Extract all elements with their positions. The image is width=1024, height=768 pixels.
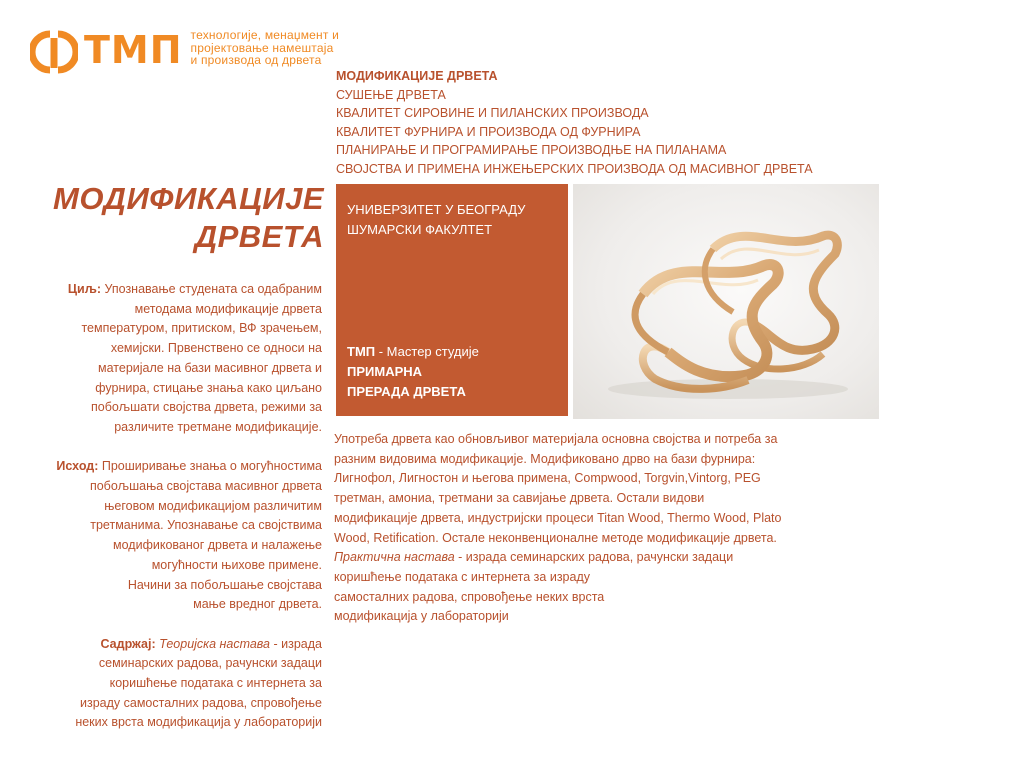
program-processing-text: ПРЕРАДА ДРВЕТА [347, 384, 466, 399]
program-block [347, 342, 479, 402]
goal-section [30, 280, 322, 438]
logo-tagline [191, 29, 339, 67]
content-line: неких врста модификација у лабораторији [75, 715, 322, 730]
outcome-line [30, 457, 322, 477]
logo-tagline-line: пројектовање намештаја [190, 40, 334, 55]
course-info [30, 280, 322, 753]
page-title-line: МОДИФИКАЦИЈЕ [53, 181, 324, 216]
goal-line: побољшати својства дрвета, режими за [90, 400, 322, 415]
logo-tagline-line: и производа од дрвета [190, 53, 322, 67]
content-line [30, 635, 322, 655]
outcome-line: третманима. Упознавање са својствима [90, 518, 322, 533]
nav-item-wood-modification[interactable]: МОДИФИКАЦИЈЕ ДРВЕТА [336, 69, 498, 83]
content-theory: Теоријска настава [159, 636, 271, 651]
goal-line: хемијски. Првенствено се односи на [110, 341, 322, 356]
logo [30, 28, 339, 76]
goal-line: материјале на бази масивног дрвета и [98, 360, 322, 375]
nav-item-raw-material-quality[interactable]: КВАЛИТЕТ СИРОВИНЕ И ПИЛАНСКИХ ПРОИЗВОДА [336, 106, 649, 120]
content-line: коришћење података с интернета за [109, 676, 322, 691]
page-title-line: ДРВЕТА [194, 219, 324, 254]
logo-wordmark: ТМП [84, 28, 183, 72]
outcome-line-text: Проширивање знања о могућностима [101, 459, 322, 474]
description-line: Употреба дрвета као обновљивог материјала основна својства и потреба за [334, 432, 778, 446]
goal-line [30, 280, 322, 300]
content-section [30, 635, 322, 734]
practical-label: Практична настава [334, 550, 455, 565]
goal-line: методама модификације дрвета [134, 301, 322, 316]
program-primary [347, 362, 479, 382]
description-line: Wood, Retification. Остале неконвенционалне методе модификације дрвета. [334, 530, 777, 545]
nav-item-veneer-quality[interactable]: КВАЛИТЕТ ФУРНИРА И ПРОИЗВОДА ОД ФУРНИРА [336, 124, 641, 139]
program-line [347, 342, 479, 362]
content-line-text: - израда [270, 636, 322, 651]
university-block [347, 200, 525, 240]
description-line: Лигнофол, Лигностон и његова примена, Compwood, Torgvin,Vintorg, PEG [334, 471, 761, 486]
content-label: Садржај: [100, 636, 156, 651]
description-line: третман, амониа, третмани за савијање дрвета. Остали видови [334, 491, 705, 506]
content-line: израду самосталних радова, спровођење [79, 695, 322, 710]
bent-wood-stool-image [573, 184, 879, 419]
outcome-line: могућности њихове примене. [151, 557, 322, 572]
outcome-line: Начини за побољшање својстава [127, 577, 322, 592]
tmp-logo-icon [30, 28, 78, 76]
course-description [334, 430, 824, 627]
course-nav [336, 67, 813, 178]
nav-item-wood-drying[interactable]: СУШЕЊЕ ДРВЕТА [336, 87, 446, 102]
outcome-section [30, 457, 322, 615]
program-primary-text: ПРИМАРНА [347, 364, 423, 379]
description-line: модификације дрвета, индустријски процеси Titan Wood, Thermo Wood, Plato [334, 510, 782, 525]
goal-line-text: Упознавање студената са одабраним [104, 282, 322, 296]
nav-item-sawmill-planning[interactable]: ПЛАНИРАЊЕ И ПРОГРАМИРАЊЕ ПРОИЗВОДЊЕ НА ПИЛАНАМА [336, 143, 727, 157]
university-name: УНИВЕРЗИТЕТ У БЕОГРАДУ [347, 202, 526, 217]
goal-line: температуром, притиском, ВФ зрачењем, [81, 321, 322, 336]
practical-text: - израда семинарских радова, рачунски задаци [454, 550, 734, 565]
content-line: семинарских радова, рачунски задаци [98, 656, 322, 671]
logo-tagline-line: технологије, менаџмент и [190, 28, 339, 42]
faculty-name: ШУМАРСКИ ФАКУЛТЕТ [347, 222, 493, 237]
program-processing [347, 382, 479, 402]
outcome-line: модификованог дрвета и налажење [113, 538, 322, 553]
outcome-label: Исход: [56, 459, 99, 474]
program-tmp: ТМП [347, 344, 376, 359]
description-line [334, 548, 824, 568]
goal-label: Циљ: [67, 282, 101, 296]
outcome-line: побољшања својстава масивног дрвета [89, 479, 322, 494]
goal-line: фурнира, стицање знања како циљано [95, 380, 322, 395]
outcome-line: мање вредног дрвета. [193, 597, 322, 612]
program-master: - Мастер студије [375, 344, 479, 359]
goal-line: различите третмане модификације. [114, 419, 322, 434]
program-box [336, 184, 568, 416]
page-title [53, 180, 324, 256]
outcome-line: његовом модификацијом различитим [104, 498, 322, 513]
description-line: самосталних радова, спровођење неких врста [334, 589, 605, 604]
nav-item-engineered-products[interactable]: СВОЈСТВА И ПРИМЕНА ИНЖЕЊЕРСКИХ ПРОИЗВОДА ОД МАСИВНОГ ДРВЕТА [336, 161, 813, 176]
description-line: разним видовима модификације. Модификовано дрво на бази фурнира: [334, 451, 756, 466]
description-line: модификација у лабораторији [334, 609, 509, 624]
description-line: коришћење података с интернета за израду [334, 569, 590, 584]
